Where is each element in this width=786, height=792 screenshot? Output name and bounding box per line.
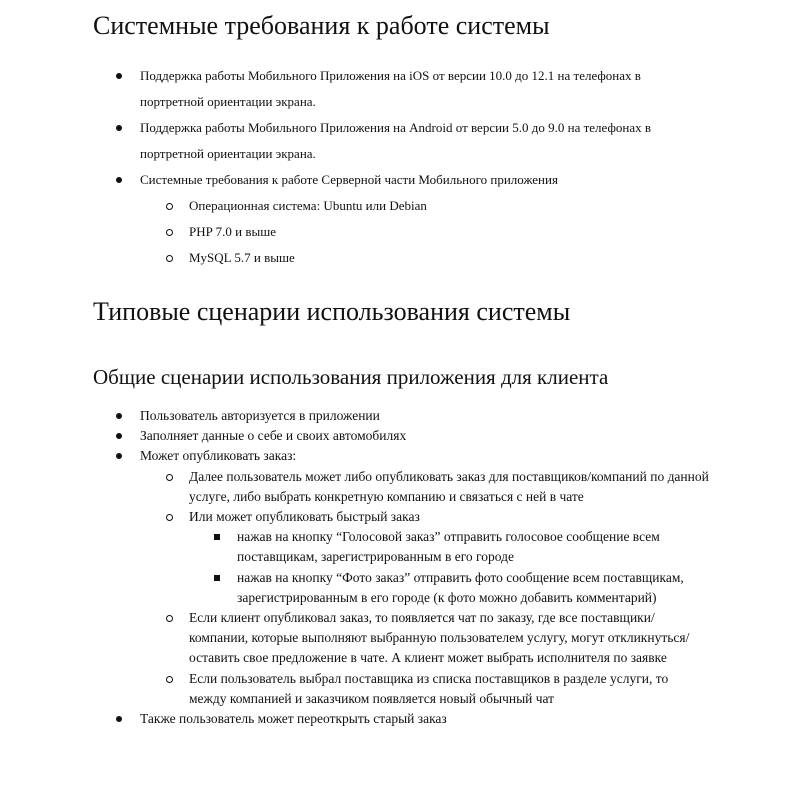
- list-item: [93, 115, 713, 167]
- list-item-text: Поддержка работы Мобильного Приложения на Android от версии 5.0 до 9.0 на телефонах в портретной ориентации экрана.: [140, 120, 652, 161]
- list-item-text: Далее пользователь может либо опубликовать заказ для поставщиков/компаний по данной услуге, либо выбрать конкретную компанию и связаться с ней в чате: [189, 468, 709, 504]
- list-item: [93, 245, 713, 271]
- list-item-text: PHP 7.0 и выше: [189, 224, 276, 239]
- list-item: [93, 406, 713, 426]
- list-item-text: нажав на кнопку “Голосовой заказ” отправить голосовое сообщение всем поставщикам, зарегистрированным в его городе: [237, 529, 660, 565]
- list-item-text: Может опубликовать заказ:: [140, 448, 297, 464]
- server-requirements-list: [93, 193, 713, 271]
- list-item: [93, 63, 713, 115]
- list-item-text: Если клиент опубликовал заказ, то появляется чат по заказу, где все поставщики/компании, которые выполняют выбранную пользователем услугу, могут откликнуться/оставить свое предложение в чате. А клиент может выбрать исполнителя по заявке: [189, 610, 690, 666]
- heading-client-scenarios: Общие сценарии использования приложения для клиента: [93, 365, 609, 389]
- list-item-text: нажав на кнопку “Фото заказ” отправить фото сообщение всем поставщикам, зарегистрированным в его городе (к фото можно добавить комментарий): [237, 569, 684, 605]
- list-item-text: Операционная система: Ubuntu или Debian: [189, 198, 427, 213]
- list-item: [93, 446, 713, 709]
- list-item: [93, 426, 713, 446]
- list-item-text: Также пользователь может переоткрыть старый заказ: [140, 711, 447, 727]
- list-item-text: Если пользователь выбрал поставщика из списка поставщиков в разделе услуги, то между компанией и заказчиком появляется новый обычный чат: [189, 670, 669, 706]
- list-item-text: Заполняет данные о себе и своих автомобилях: [140, 428, 407, 444]
- list-item-text: MySQL 5.7 и выше: [189, 250, 295, 265]
- list-item: [93, 193, 713, 219]
- list-item: [93, 608, 713, 669]
- client-scenarios-list: [93, 406, 713, 729]
- list-item-text: Поддержка работы Мобильного Приложения на iOS от версии 10.0 до 12.1 на телефонах в портретной ориентации экрана.: [140, 68, 641, 109]
- list-item-text: Системные требования к работе Серверной части Мобильного приложения: [140, 172, 558, 187]
- list-item: [93, 527, 713, 567]
- list-item: [93, 167, 713, 271]
- list-item: [93, 568, 713, 608]
- quick-order-list: [93, 527, 713, 608]
- heading-usage-scenarios: Типовые сценарии использования системы: [93, 297, 571, 326]
- publish-order-list: [93, 467, 713, 709]
- list-item: [93, 467, 713, 507]
- list-item: [93, 219, 713, 245]
- list-item: [93, 669, 713, 709]
- list-item-text: Пользователь авторизуется в приложении: [140, 408, 380, 423]
- list-item: [93, 507, 713, 608]
- list-item-text: Или может опубликовать быстрый заказ: [189, 509, 420, 525]
- list-item: [93, 709, 713, 729]
- heading-system-requirements: Системные требования к работе системы: [93, 11, 550, 40]
- system-requirements-list: [93, 63, 713, 271]
